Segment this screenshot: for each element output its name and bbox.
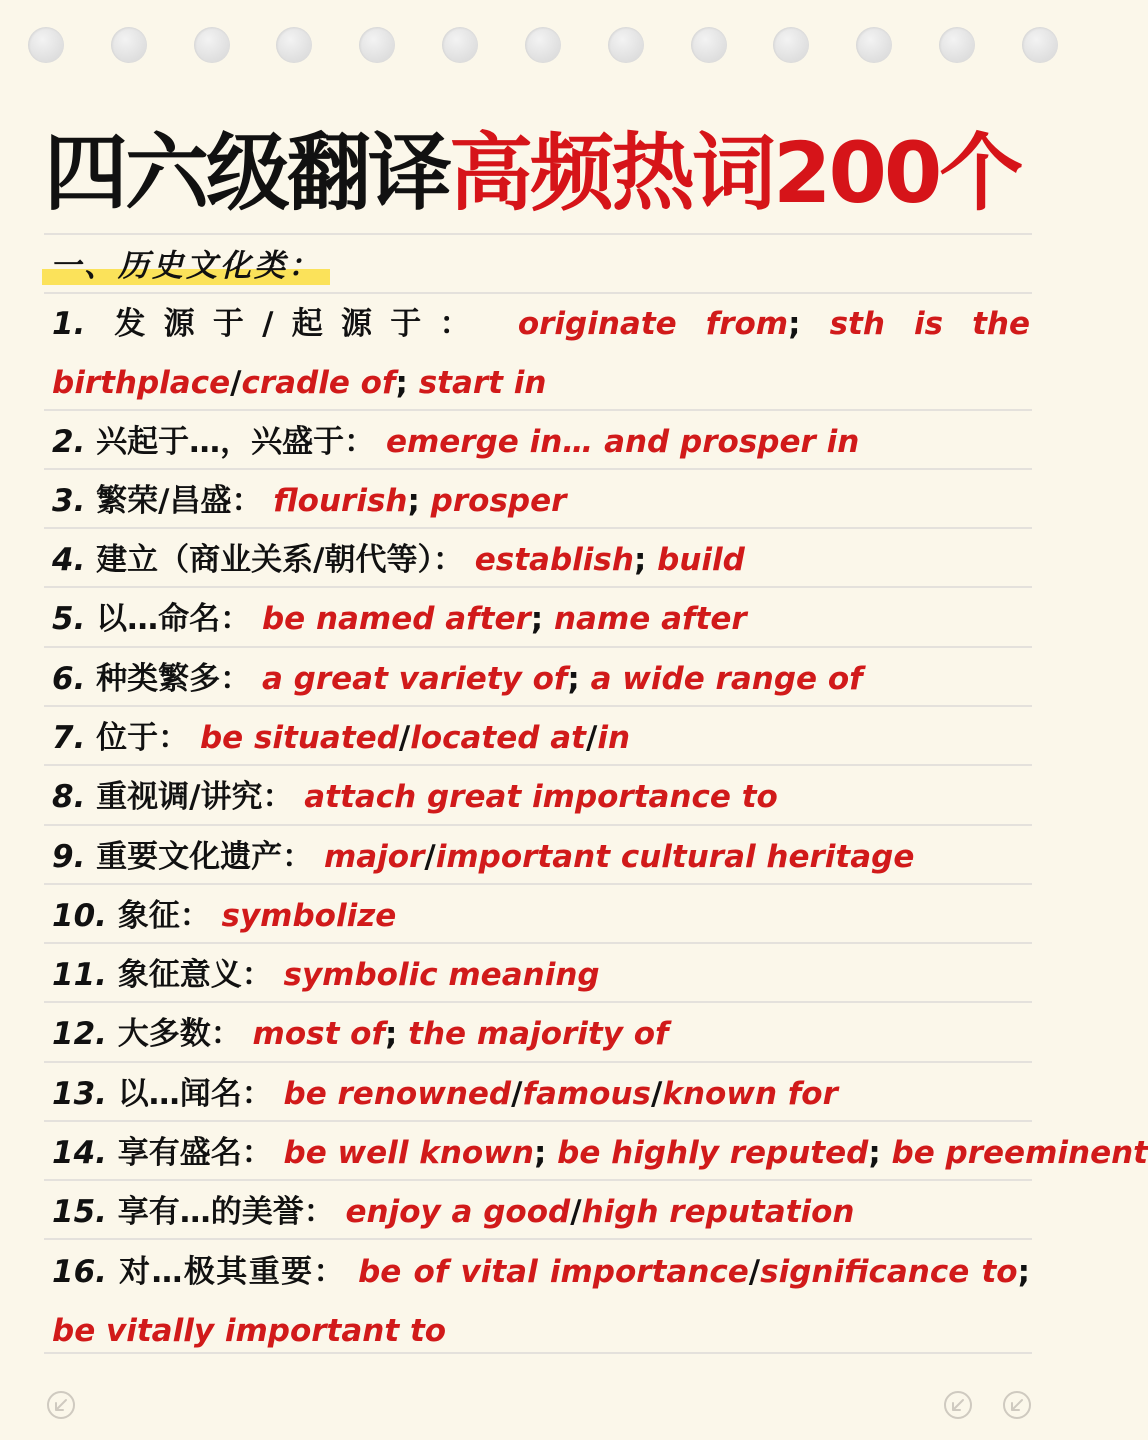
entry-english-translation: high reputation xyxy=(581,1194,855,1230)
entry-separator: ; xyxy=(633,542,658,578)
entry-number: 4. xyxy=(52,542,97,578)
entry-number: 13. xyxy=(52,1076,118,1112)
entry-english-translation: most of xyxy=(252,1016,385,1052)
entry-chinese-term: 兴起于…，兴盛于： xyxy=(96,424,386,460)
binder-holes xyxy=(28,27,1058,63)
entry-number: 12. xyxy=(52,1016,118,1052)
entry-number: 14. xyxy=(52,1135,118,1171)
vocab-entry xyxy=(52,590,1030,649)
entry-separator: ; xyxy=(395,365,419,401)
vocab-entry xyxy=(52,709,1030,768)
entry-chinese-term: 位于： xyxy=(96,720,200,756)
entry-english-translation: originate from xyxy=(517,306,789,342)
entry-separator: / xyxy=(511,1076,523,1112)
binder-hole xyxy=(939,27,975,63)
entry-chinese-term: 象征意义： xyxy=(117,957,284,993)
vocab-entry xyxy=(52,1183,1030,1242)
entry-separator: ; xyxy=(868,1135,892,1171)
entry-number: 7. xyxy=(52,720,97,756)
entry-chinese-term: 以…命名： xyxy=(96,601,262,637)
arrow-down-left-icon[interactable] xyxy=(943,1390,973,1420)
binder-hole xyxy=(111,27,147,63)
ruled-line xyxy=(44,233,1032,235)
binder-hole xyxy=(194,27,230,63)
entry-separator: ; xyxy=(407,483,431,519)
entry-chinese-term: 发源于/起源于： xyxy=(114,306,518,342)
entry-chinese-term: 重要文化遗产： xyxy=(96,839,324,875)
ruled-line xyxy=(44,292,1032,294)
entry-english-translation: be well known xyxy=(283,1135,534,1171)
entry-separator: / xyxy=(424,839,436,875)
entry-number: 6. xyxy=(52,661,97,697)
entry-english-translation: the majority of xyxy=(408,1016,669,1052)
entry-english-translation: a great variety of xyxy=(261,661,568,697)
entry-english-translation: located at xyxy=(410,720,586,756)
entry-english-translation: be vitally important to xyxy=(52,1313,447,1349)
entry-english-translation: build xyxy=(657,542,745,578)
entry-english-translation: flourish xyxy=(273,483,408,519)
vocab-entry xyxy=(52,946,1030,1005)
entry-separator: ; xyxy=(533,1135,558,1171)
entry-chinese-term: 繁荣/昌盛： xyxy=(96,483,274,519)
vocab-entry xyxy=(52,1005,1030,1064)
entry-english-translation: emerge in… and prosper in xyxy=(385,424,860,460)
entry-separator: / xyxy=(586,720,598,756)
binder-hole xyxy=(276,27,312,63)
entry-separator: / xyxy=(748,1254,761,1290)
entry-english-translation: establish xyxy=(474,542,634,578)
entry-chinese-term: 以…闻名： xyxy=(117,1076,284,1112)
binder-hole xyxy=(442,27,478,63)
binder-hole xyxy=(856,27,892,63)
entry-number: 11. xyxy=(52,957,118,993)
entry-english-translation: symbolize xyxy=(221,898,397,934)
vocab-entry xyxy=(52,472,1030,531)
entry-chinese-term: 大多数： xyxy=(117,1016,253,1052)
entry-english-translation: be highly reputed xyxy=(557,1135,869,1171)
section-heading xyxy=(50,240,322,285)
vocab-entry xyxy=(52,828,1030,887)
entry-english-translation: be renowned xyxy=(283,1076,512,1112)
entry-english-translation: cradle of xyxy=(241,365,396,401)
vocab-entry xyxy=(52,413,1030,472)
entry-english-translation: major xyxy=(323,839,425,875)
page-title-part-black: 四六级翻译 xyxy=(44,124,450,222)
entry-separator: / xyxy=(570,1194,582,1230)
entry-separator: ; xyxy=(567,661,591,697)
binder-hole xyxy=(691,27,727,63)
vocab-entry xyxy=(52,768,1030,827)
entry-separator: / xyxy=(651,1076,663,1112)
binder-hole xyxy=(773,27,809,63)
entry-separator: ; xyxy=(1017,1254,1030,1290)
page-title-part-red: 高频热词200个 xyxy=(449,124,1021,222)
entry-english-translation: famous xyxy=(522,1076,651,1112)
entry-chinese-term: 对…极其重要： xyxy=(119,1254,359,1290)
section-heading-text: 一、历史文化类： xyxy=(50,248,322,284)
entry-chinese-term: 享有…的美誉： xyxy=(117,1194,346,1230)
entry-number: 1. xyxy=(52,306,115,342)
entry-english-translation: sth is the birthplace xyxy=(52,306,1031,401)
entry-english-translation: be preeminent xyxy=(891,1135,1148,1171)
entry-number: 3. xyxy=(52,483,97,519)
entry-english-translation: be of vital importance xyxy=(358,1254,749,1290)
entry-chinese-term: 种类繁多： xyxy=(96,661,262,697)
entry-separator: ; xyxy=(788,306,830,342)
entry-english-translation: in xyxy=(597,720,631,756)
entry-number: 10. xyxy=(52,898,118,934)
vocab-entry xyxy=(52,887,1030,946)
binder-hole xyxy=(525,27,561,63)
arrow-down-left-icon[interactable] xyxy=(1002,1390,1032,1420)
entry-english-translation: start in xyxy=(418,365,547,401)
entry-chinese-term: 象征： xyxy=(117,898,222,934)
entry-separator: / xyxy=(398,720,411,756)
entry-english-translation: be situated xyxy=(199,720,399,756)
entry-chinese-term: 享有盛名： xyxy=(117,1135,284,1171)
entry-separator: / xyxy=(230,365,242,401)
entry-chinese-term: 建立（商业关系/朝代等）： xyxy=(96,542,475,578)
vocab-entry xyxy=(52,1065,1030,1124)
binder-hole xyxy=(608,27,644,63)
entry-english-translation: prosper xyxy=(430,483,567,519)
entry-number: 9. xyxy=(52,839,97,875)
vocab-entry xyxy=(52,295,1030,413)
entry-english-translation: attach great importance to xyxy=(304,779,778,815)
entry-english-translation: be named after xyxy=(261,601,531,637)
entry-number: 2. xyxy=(52,424,97,460)
vocab-entry xyxy=(52,1243,1030,1361)
vocab-entry xyxy=(52,1124,1148,1183)
binder-hole xyxy=(359,27,395,63)
entry-english-translation: enjoy a good xyxy=(345,1194,571,1230)
binder-hole xyxy=(1022,27,1058,63)
entry-english-translation: known for xyxy=(662,1076,838,1112)
entry-english-translation: name after xyxy=(553,601,747,637)
binder-hole xyxy=(28,27,64,63)
entry-number: 5. xyxy=(52,601,97,637)
entry-english-translation: symbolic meaning xyxy=(283,957,600,993)
vocab-entry xyxy=(52,650,1030,709)
arrow-down-left-icon[interactable] xyxy=(46,1390,76,1420)
entry-separator: ; xyxy=(530,601,554,637)
entry-number: 15. xyxy=(52,1194,118,1230)
entry-number: 8. xyxy=(52,779,97,815)
entry-english-translation: significance to xyxy=(760,1254,1018,1290)
entry-number: 16. xyxy=(52,1254,120,1290)
entry-chinese-term: 重视调/讲究： xyxy=(96,779,305,815)
entry-english-translation: a wide range of xyxy=(590,661,863,697)
entry-english-translation: important cultural heritage xyxy=(435,839,915,875)
vocab-entry xyxy=(52,531,1030,590)
entry-separator: ; xyxy=(384,1016,409,1052)
page-title xyxy=(44,118,1056,228)
